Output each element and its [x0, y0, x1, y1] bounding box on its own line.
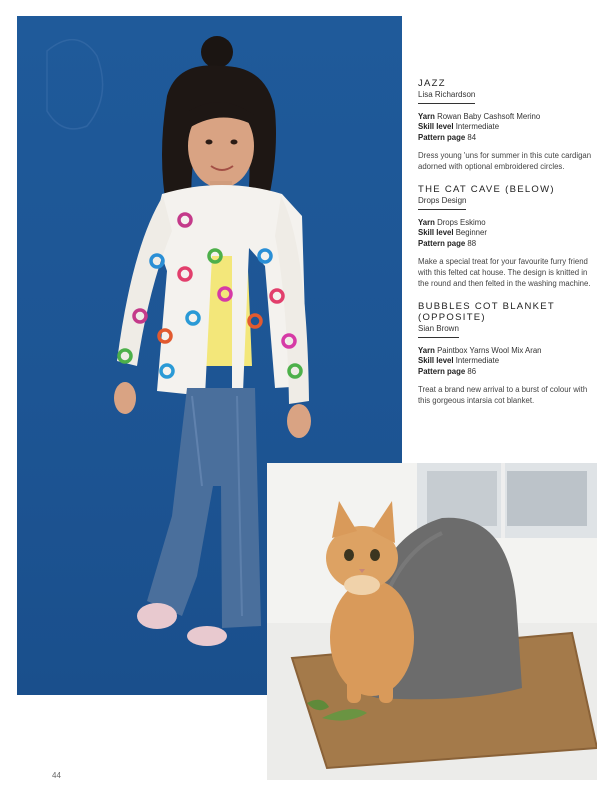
pattern-value: 88 — [467, 238, 477, 248]
yarn-value: Drops Eskimo — [437, 217, 486, 227]
section-description: Treat a brand new arrival to a burst of colour with this gorgeous intarsia cot blanket. — [418, 385, 588, 405]
yarn-row — [418, 112, 598, 123]
skill-label: Skill level — [418, 228, 454, 237]
pattern-value: 84 — [467, 132, 477, 142]
yarn-row — [418, 218, 598, 229]
section-description: Make a special treat for your favourite furry friend with this felted cat house. The design is knitted in the round and then felted in the washing machine. — [418, 257, 591, 288]
designer-name: Drops Design — [418, 196, 466, 210]
skill-row — [418, 356, 598, 367]
yarn-label: Yarn — [418, 111, 435, 121]
skill-row — [418, 122, 598, 133]
pattern-label: Pattern page — [418, 132, 466, 142]
designer-name: Sian Brown — [418, 324, 459, 338]
pattern-row — [418, 133, 598, 144]
section-bubbles-blanket — [418, 301, 598, 406]
designer-name: Lisa Richardson — [418, 90, 475, 104]
pattern-label: Pattern page — [418, 366, 466, 376]
yarn-row — [418, 346, 598, 357]
section-title: BUBBLES COT BLANKET (OPPOSITE) — [418, 301, 555, 323]
yarn-value: Paintbox Yarns Wool Mix Aran — [437, 345, 542, 355]
skill-label: Skill level — [418, 122, 454, 131]
yarn-value: Rowan Baby Cashsoft Merino — [437, 111, 541, 121]
cat-cave-photo — [267, 463, 597, 780]
cat-illustration — [267, 463, 597, 780]
section-title: THE CAT CAVE (BELOW) — [418, 184, 555, 195]
pattern-row — [418, 239, 598, 250]
skill-value: Intermediate — [455, 356, 500, 365]
skill-label: Skill level — [418, 356, 454, 365]
yarn-label: Yarn — [418, 345, 435, 355]
section-title: JAZZ — [418, 78, 446, 89]
page-number: 44 — [52, 771, 61, 780]
pattern-label: Pattern page — [418, 238, 466, 248]
section-jazz — [418, 78, 598, 172]
skill-value: Beginner — [455, 228, 487, 237]
section-cat-cave — [418, 184, 598, 289]
section-description: Dress young 'uns for summer in this cute cardigan adorned with optional embroidered circles. — [418, 151, 592, 171]
skill-row — [418, 228, 598, 239]
pattern-row — [418, 367, 598, 378]
pattern-value: 86 — [467, 366, 477, 376]
yarn-label: Yarn — [418, 217, 435, 227]
pattern-info-column — [418, 78, 598, 418]
skill-value: Intermediate — [455, 122, 500, 131]
